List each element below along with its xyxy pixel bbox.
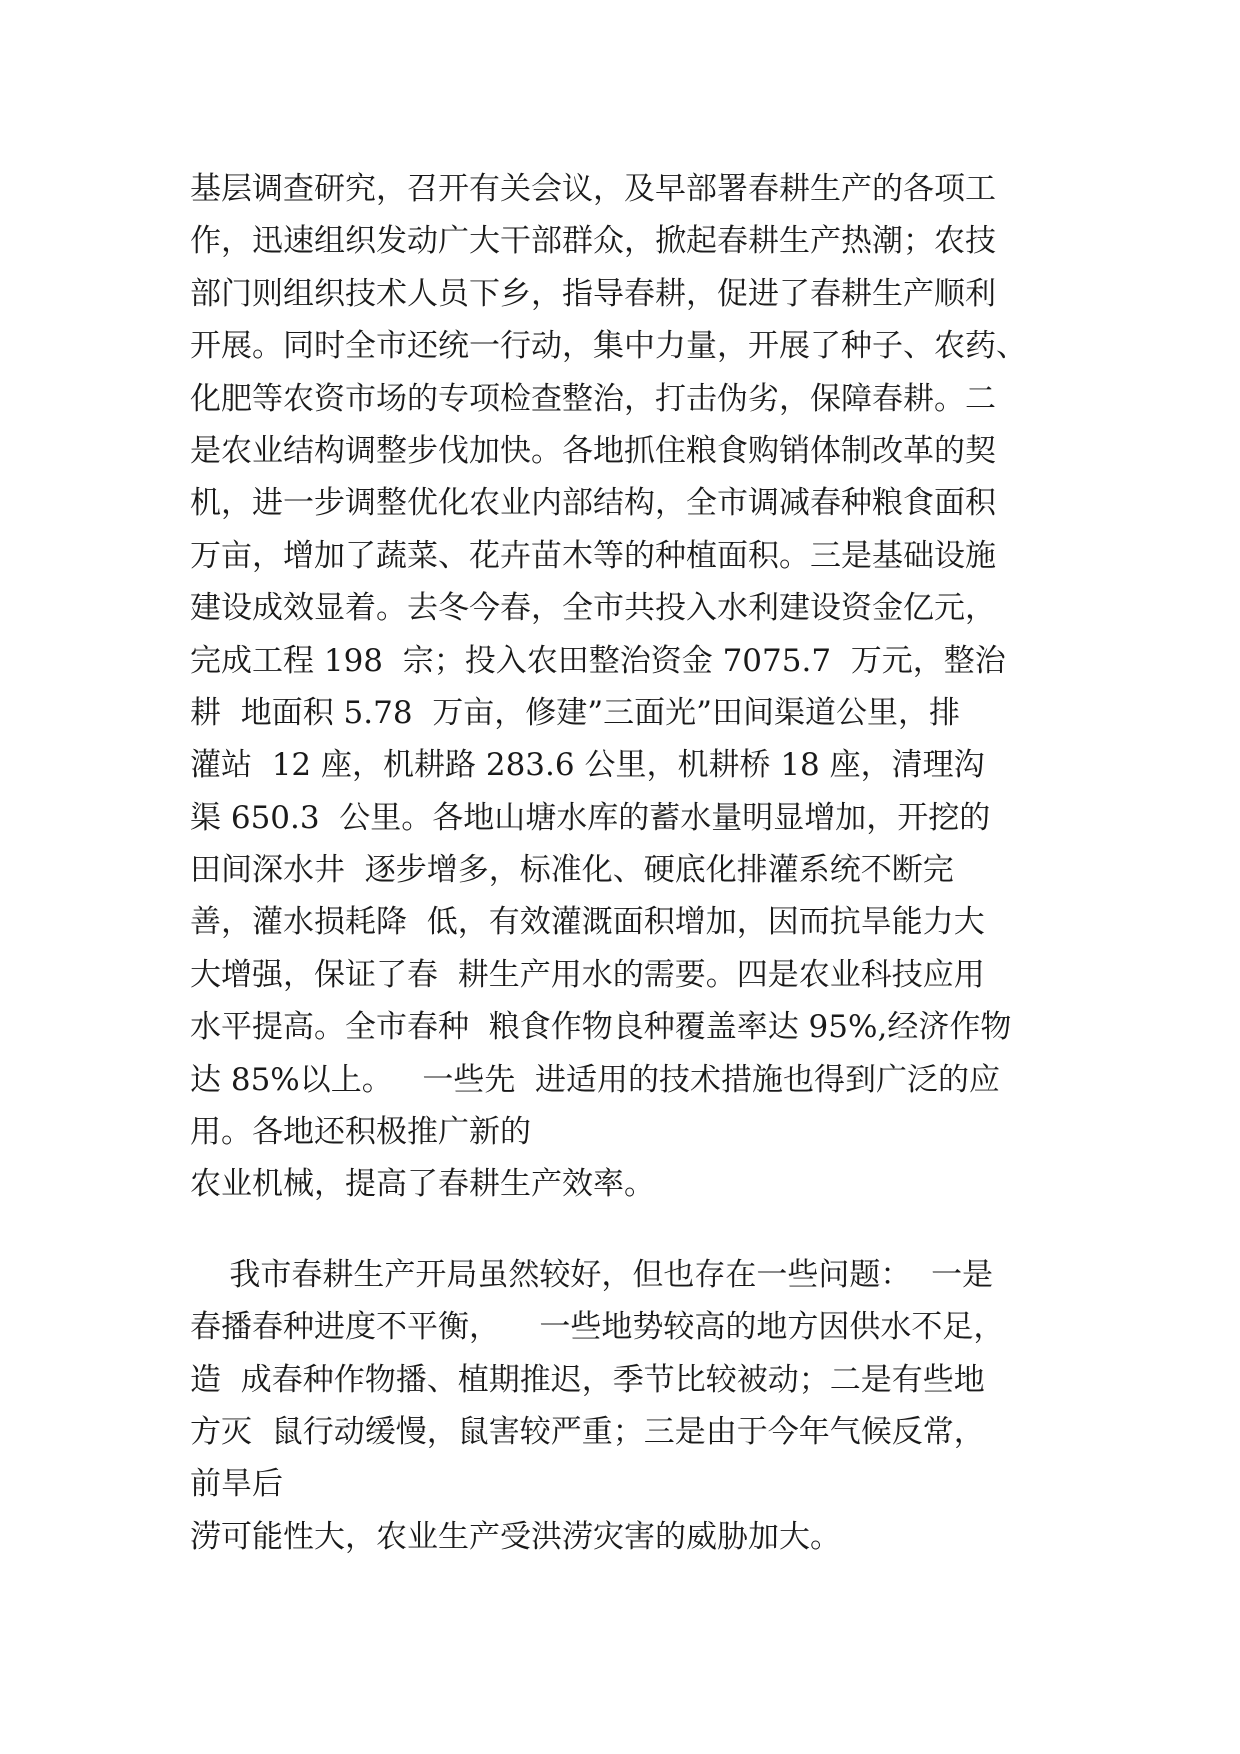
text-line: 耕 地面积 5.78 万亩，修建”三面光”田间渠道公里，排 — [190, 694, 960, 731]
text-line: 农业机械，提高了春耕生产效率。 — [190, 1166, 655, 1203]
text-line: 作，迅速组织发动广大干部群众，掀起春耕生产热潮；农技 — [190, 223, 996, 260]
paragraph-1 — [190, 163, 1070, 1211]
text-line: 用。各地还积极推广新的 — [190, 1114, 531, 1151]
text-line: 是农业结构调整步伐加快。各地抓住粮食购销体制改革的契 — [190, 432, 996, 469]
text-line: 建设成效显着。去冬今春，全市共投入水利建设资金亿元， — [190, 590, 996, 627]
text-line: 善，灌水损耗降 低，有效灌溉面积增加，因而抗旱能力大 — [190, 904, 985, 941]
text-line: 完成工程 198 宗；投入农田整治资金 7075.7 万元，整治 — [190, 642, 1006, 679]
text-line: 达 85%以上。 一些先 进适用的技术措施也得到广泛的应 — [190, 1061, 1001, 1098]
body-text — [190, 163, 1070, 1563]
text-line: 涝可能性大，农业生产受洪涝灾害的威胁加大。 — [190, 1518, 841, 1555]
paragraph-2 — [190, 1249, 1070, 1563]
text-line: 造 成春种作物播、植期推迟，季节比较被动；二是有些地 — [190, 1361, 985, 1398]
paragraph-spacing — [190, 1211, 1070, 1249]
text-line: 化肥等农资市场的专项检查整治，打击伪劣，保障春耕。二 — [190, 380, 996, 417]
text-line: 渠 650.3 公里。各地山塘水库的蓄水量明显增加，开挖的 — [190, 799, 991, 836]
text-line: 我市春耕生产开局虽然较好，但也存在一些问题： 一是 — [190, 1256, 994, 1293]
text-line: 前旱后 — [190, 1466, 283, 1503]
text-line: 大增强，保证了春 耕生产用水的需要。四是农业科技应用 — [190, 956, 985, 993]
text-line: 开展。同时全市还统一行动，集中力量，开展了种子、农药、 — [190, 328, 1027, 365]
text-line: 方灭 鼠行动缓慢，鼠害较严重；三是由于今年气候反常， — [190, 1413, 985, 1450]
text-line: 部门则组织技术人员下乡，指导春耕，促进了春耕生产顺利 — [190, 275, 996, 312]
text-line: 田间深水井 逐步增多，标准化、硬底化排灌系统不断完 — [190, 852, 954, 889]
text-line: 灌站 12 座，机耕路 283.6 公里，机耕桥 18 座，清理沟 — [190, 747, 985, 784]
text-line: 机，进一步调整优化农业内部结构，全市调减春种粮食面积 — [190, 485, 996, 522]
text-line: 万亩，增加了蔬菜、花卉苗木等的种植面积。三是基础设施 — [190, 537, 996, 574]
text-line: 基层调查研究，召开有关会议，及早部署春耕生产的各项工 — [190, 171, 996, 207]
text-line: 水平提高。全市春种 粮食作物良种覆盖率达 95%,经济作物 — [190, 1009, 1012, 1046]
text-line: 春播春种进度不平衡， 一些地势较高的地方因供水不足， — [190, 1309, 1005, 1346]
